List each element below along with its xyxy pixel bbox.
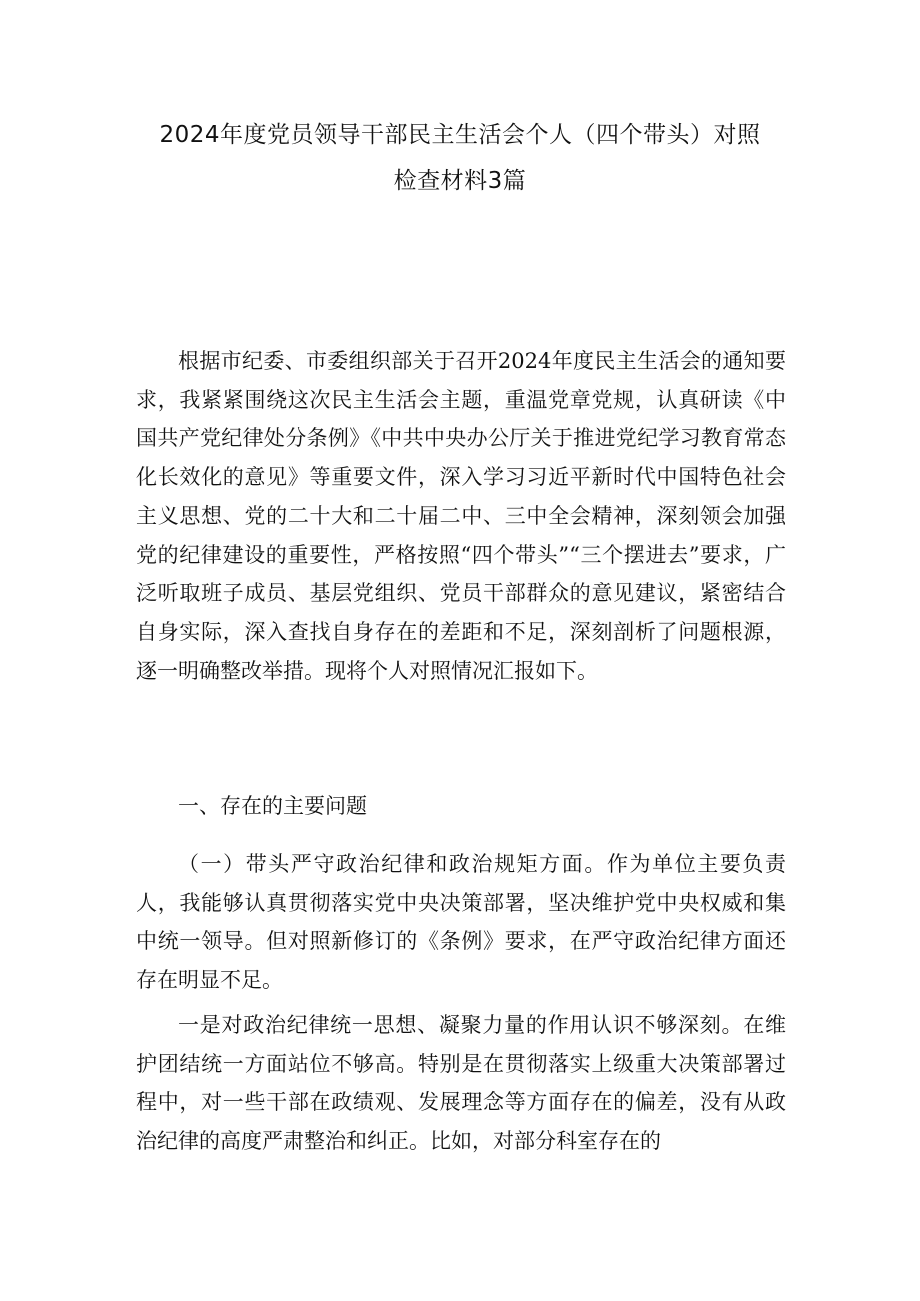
document-title	[110, 112, 810, 204]
section-heading: 一、存在的主要问题	[178, 794, 367, 818]
title-line-1: 2024年度党员领导干部民主生活会个人（四个带头）对照	[159, 122, 761, 148]
title-line-2: 检查材料3篇	[393, 168, 527, 194]
subsection-paragraph: （一）带头严守政治纪律和政治规矩方面。作为单位主要负责人，我能够认真贯彻落实党中央决策部署，坚决维护党中央权威和集中统一领导。但对照新修订的《条例》要求，在严守政治纪律方面还存在明显不足。	[136, 852, 786, 993]
intro-paragraph: 根据市纪委、市委组织部关于召开2024年度民主生活会的通知要求，我紧紧围绕这次民主生活会主题，重温党章党规，认真研读《中国共产党纪律处分条例》《中共中央办公厅关于推进党纪学习教育常态化长效化的意见》等重要文件，深入学习习近平新时代中国特色社会主义思想、党的二十大和二十届二中、三中全会精神，深刻领会加强党的纪律建设的重要性，严格按照“四个带头”“三个摆进去”要求，广泛听取班子成员、基层党组织、党员干部群众的意见建议，紧密结合自身实际，深入查找自身存在的差距和不足，深刻剖析了问题根源，逐一明确整改举措。现将个人对照情况汇报如下。	[136, 349, 786, 683]
point-paragraph: 一是对政治纪律统一思想、凝聚力量的作用认识不够深刻。在维护团结统一方面站位不够高。特别是在贯彻落实上级重大决策部署过程中，对一些干部在政绩观、发展理念等方面存在的偏差，没有从政治纪律的高度严肃整治和纠正。比如，对部分科室存在的	[136, 1013, 786, 1154]
